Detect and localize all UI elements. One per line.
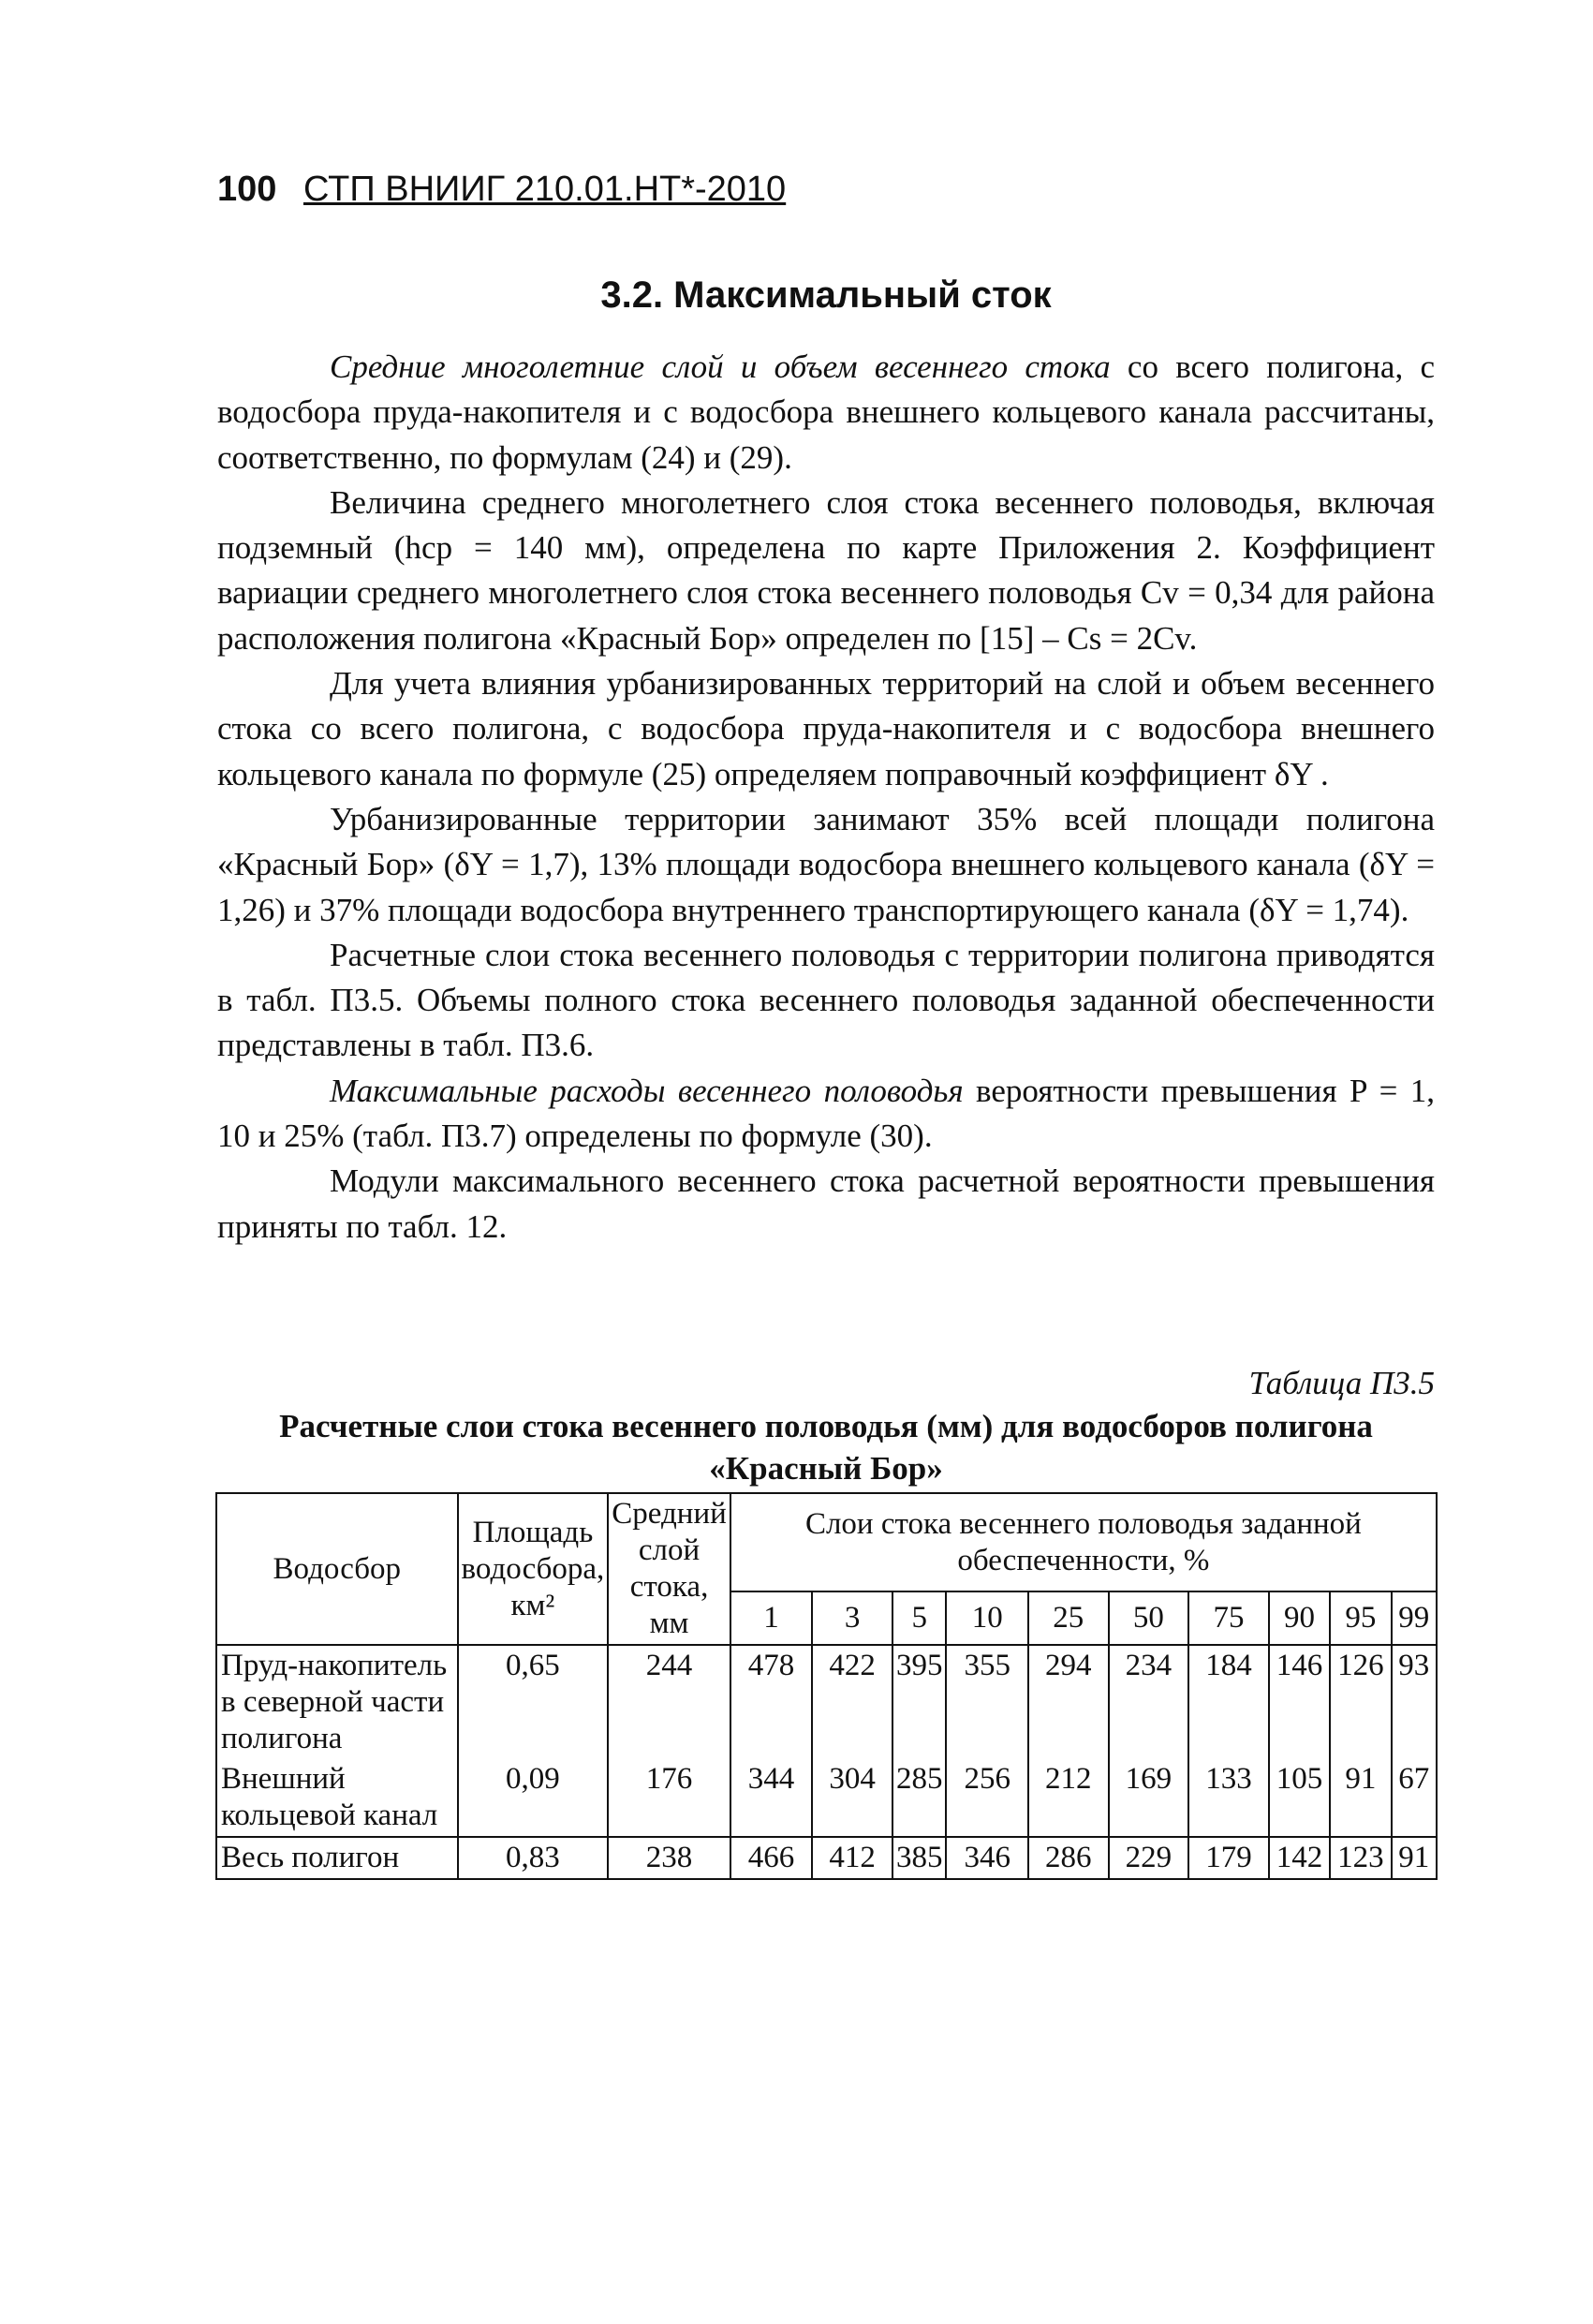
value-cell: 422	[812, 1645, 892, 1759]
document-code: СТП ВНИИГ 210.01.НТ*-2010	[302, 170, 787, 209]
value-cell: 355	[946, 1645, 1028, 1759]
paragraph-1-text: со всего полигона, с водосбора пруда-накопителя и с водосбора внешнего кольцевого канала рассчитаны, соответственно, по формулам (24) и (29).	[217, 348, 1435, 476]
table-row	[216, 1759, 1437, 1837]
value-cell: 294	[1028, 1645, 1109, 1759]
col-header-mean: Средний слой стока, мм	[608, 1493, 730, 1645]
value-cell: 466	[730, 1837, 813, 1879]
area-cell: 0,09	[458, 1759, 609, 1837]
value-cell: 142	[1269, 1837, 1330, 1879]
section-title: 3.2. Максимальный сток	[600, 274, 1052, 316]
basin-name-cell: Пруд-накопитель в северной части полигона	[216, 1645, 458, 1759]
paragraph-4: Урбанизированные территории занимают 35% всей площади полигона «Красный Бор» (δY = 1,7), 13% площади водосбора внешнего кольцевого канала (δY = 1,26) и 37% площади водосбора внутреннего транспортирующего канала (δY = 1,74).	[217, 800, 1435, 928]
runoff-table	[215, 1492, 1438, 1880]
table-row	[216, 1837, 1437, 1879]
table-label: Таблица П3.5	[1248, 1365, 1435, 1401]
basin-name-cell: Внешний кольцевой канал	[216, 1759, 458, 1837]
mean-cell: 238	[608, 1837, 730, 1879]
percentile-header: 1	[730, 1591, 813, 1645]
value-cell: 385	[892, 1837, 947, 1879]
percentile-header: 5	[892, 1591, 947, 1645]
paragraph-1-italic: Средние многолетние слой и объем весеннего стока	[330, 348, 1111, 385]
value-cell: 285	[892, 1759, 947, 1837]
percentile-header: 50	[1109, 1591, 1189, 1645]
percentile-header: 3	[812, 1591, 892, 1645]
table-title: Расчетные слои стока весеннего половодья (мм) для водосборов полигона «Красный Бор»	[279, 1408, 1373, 1487]
table-row	[216, 1645, 1437, 1759]
value-cell: 478	[730, 1645, 813, 1759]
value-cell: 212	[1028, 1759, 1109, 1837]
value-cell: 412	[812, 1837, 892, 1879]
percentile-header: 95	[1330, 1591, 1391, 1645]
body-text	[217, 345, 1435, 1250]
percentile-header: 10	[946, 1591, 1028, 1645]
area-cell: 0,83	[458, 1837, 609, 1879]
value-cell: 146	[1269, 1645, 1330, 1759]
mean-cell: 244	[608, 1645, 730, 1759]
value-cell: 286	[1028, 1837, 1109, 1879]
value-cell: 91	[1330, 1759, 1391, 1837]
table-body	[216, 1645, 1437, 1879]
percentile-header: 99	[1392, 1591, 1437, 1645]
col-header-basin: Водосбор	[216, 1493, 458, 1645]
value-cell: 91	[1392, 1837, 1437, 1879]
page-header	[217, 169, 786, 210]
area-cell: 0,65	[458, 1645, 609, 1759]
paragraph-3: Для учета влияния урбанизированных территорий на слой и объем весеннего стока со всего полигона, с водосбора пруда-накопителя и с водосбора внешнего кольцевого канала по формуле (25) определяем поправочный коэффициент δY .	[217, 665, 1435, 792]
value-cell: 105	[1269, 1759, 1330, 1837]
paragraph-2: Величина среднего многолетнего слоя стока весеннего половодья, включая подземный (hср = 140 мм), определена по карте Приложения 2. Коэффициент вариации среднего многолетнего слоя стока весеннего половодья Cv = 0,34 для района расположения полигона «Красный Бор» определен по [15] – Cs = 2Cv.	[217, 483, 1435, 657]
paragraph-5: Расчетные слои стока весеннего половодья с территории полигона приводятся в табл. П3.5. Объемы полного стока весеннего половодья заданной обеспеченности представлены в табл. П3.6.	[217, 936, 1435, 1064]
value-cell: 123	[1330, 1837, 1391, 1879]
value-cell: 93	[1392, 1645, 1437, 1759]
value-cell: 304	[812, 1759, 892, 1837]
value-cell: 395	[892, 1645, 947, 1759]
value-cell: 229	[1109, 1837, 1189, 1879]
basin-name-cell: Весь полигон	[216, 1837, 458, 1879]
paragraph-6-italic: Максимальные расходы весеннего половодья	[330, 1072, 964, 1109]
value-cell: 346	[946, 1837, 1028, 1879]
col-header-area: Площадь водосбора, км²	[458, 1493, 609, 1645]
value-cell: 169	[1109, 1759, 1189, 1837]
paragraph-6	[217, 1069, 1435, 1160]
page-number: 100	[217, 170, 277, 209]
col-header-group: Слои стока весеннего половодья заданной обеспеченности, %	[730, 1493, 1437, 1591]
percentile-header: 25	[1028, 1591, 1109, 1645]
percentile-header: 90	[1269, 1591, 1330, 1645]
value-cell: 179	[1188, 1837, 1269, 1879]
paragraph-1	[217, 345, 1435, 481]
value-cell: 234	[1109, 1645, 1189, 1759]
value-cell: 133	[1188, 1759, 1269, 1837]
paragraph-6-text: вероятности превышения P = 1, 10 и 25% (табл. П3.7) определены по формуле (30).	[217, 1072, 1435, 1155]
mean-cell: 176	[608, 1759, 730, 1837]
value-cell: 184	[1188, 1645, 1269, 1759]
percentile-header: 75	[1188, 1591, 1269, 1645]
value-cell: 126	[1330, 1645, 1391, 1759]
value-cell: 67	[1392, 1759, 1437, 1837]
value-cell: 344	[730, 1759, 813, 1837]
paragraph-7: Модули максимального весеннего стока расчетной вероятности превышения приняты по табл. 12.	[217, 1162, 1435, 1245]
value-cell: 256	[946, 1759, 1028, 1837]
